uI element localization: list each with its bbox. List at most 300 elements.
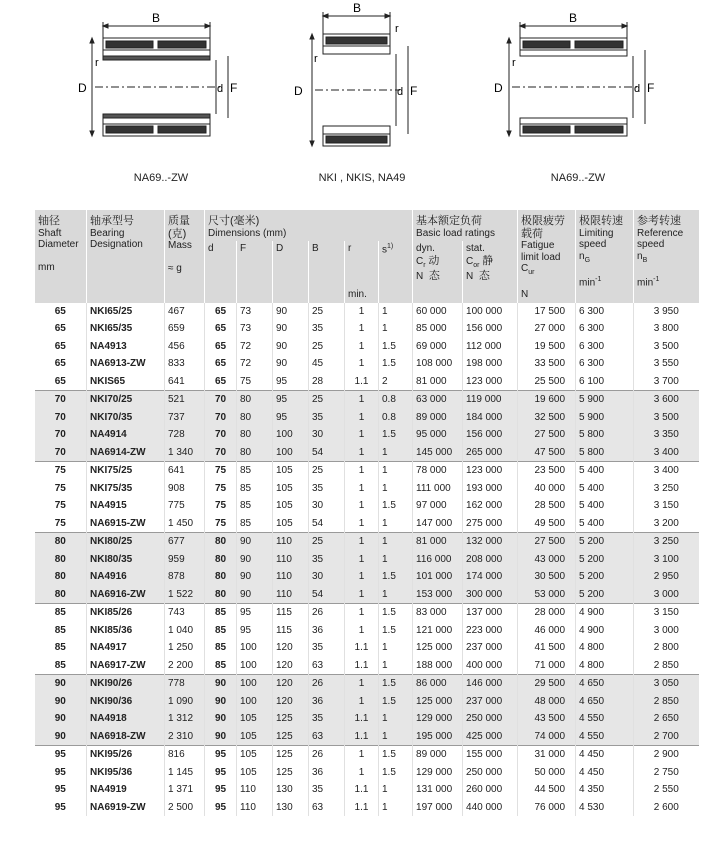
table-cell: 54: [309, 586, 345, 604]
table-cell: 147 000: [413, 515, 463, 533]
table-cell: 123 000: [463, 462, 518, 480]
table-header: [35, 210, 699, 303]
table-cell: 1: [345, 551, 379, 569]
table-cell: 50 000: [518, 764, 576, 782]
table-cell: 25: [309, 338, 345, 356]
table-cell: 1: [345, 515, 379, 533]
table-cell: 1: [379, 586, 413, 604]
table-cell: 26: [309, 746, 345, 764]
table-cell: 89 000: [413, 409, 463, 427]
table-row: [35, 657, 699, 675]
table-cell: 3 050: [634, 675, 699, 693]
table-cell: 112 000: [463, 338, 518, 356]
drawing-caption-1: NA69..-ZW: [133, 172, 189, 184]
header-dim-outer-d: D: [273, 241, 309, 303]
table-cell: 1: [379, 303, 413, 321]
table-cell: NKI70/25: [87, 391, 165, 409]
table-cell: 1: [345, 586, 379, 604]
table-cell: 35: [309, 781, 345, 799]
table-row: [35, 675, 699, 693]
table-cell: 1: [345, 409, 379, 427]
table-cell: 63: [309, 728, 345, 746]
table-cell: 30: [309, 497, 345, 515]
table-cell: NKI65/25: [87, 303, 165, 321]
table-cell: 456: [165, 338, 205, 356]
table-cell: 95: [273, 391, 309, 409]
table-cell: 3 400: [634, 462, 699, 480]
table-cell: 153 000: [413, 586, 463, 604]
table-cell: 125: [273, 746, 309, 764]
table-cell: 2 750: [634, 764, 699, 782]
table-row: [35, 622, 699, 640]
table-cell: 1: [379, 320, 413, 338]
table-cell: 105: [237, 764, 273, 782]
table-cell: 1: [379, 657, 413, 675]
table-cell: 65: [54, 358, 66, 370]
table-cell: 110: [273, 533, 309, 551]
table-cell: 3 500: [634, 338, 699, 356]
table-cell: 65: [205, 338, 237, 356]
table-cell: NA6917-ZW: [87, 657, 165, 675]
table-cell: 1: [379, 533, 413, 551]
table-cell: 2 310: [165, 728, 205, 746]
table-cell: 100 000: [463, 303, 518, 321]
table-cell: 195 000: [413, 728, 463, 746]
table-cell: 4 550: [576, 710, 634, 728]
table-cell: 197 000: [413, 799, 463, 817]
header-dim-r: r min.: [345, 241, 379, 303]
table-cell: 95: [54, 801, 66, 813]
table-cell: 0.8: [379, 391, 413, 409]
table-cell: 1: [345, 693, 379, 711]
header-dim-s: $s^{1)}$: [379, 241, 413, 303]
table-cell: 3 500: [634, 409, 699, 427]
table-cell: 85: [237, 462, 273, 480]
table-cell: 743: [165, 604, 205, 622]
table-cell: 728: [165, 426, 205, 444]
label-d-inner: d: [634, 83, 641, 95]
table-cell: NA6918-ZW: [87, 728, 165, 746]
table-cell: 19 600: [518, 391, 576, 409]
table-cell: 1.5: [379, 355, 413, 373]
table-cell: 6 300: [576, 303, 634, 321]
table-cell: 85: [205, 604, 237, 622]
label-b: B: [568, 11, 578, 25]
table-row: [35, 710, 699, 728]
table-cell: 4 900: [576, 622, 634, 640]
technical-drawings: [0, 0, 706, 195]
table-cell: 105: [273, 480, 309, 498]
table-cell: 3 000: [634, 586, 699, 604]
table-cell: 3 250: [634, 480, 699, 498]
table-cell: 75: [54, 482, 66, 494]
table-cell: 85: [237, 497, 273, 515]
table-cell: 110: [237, 799, 273, 817]
label-r: r: [95, 57, 99, 69]
table-cell: 95: [205, 764, 237, 782]
table-cell: 95: [237, 604, 273, 622]
table-cell: 90: [237, 586, 273, 604]
table-cell: 5 800: [576, 426, 634, 444]
table-cell: 5 200: [576, 586, 634, 604]
table-cell: 85: [205, 639, 237, 657]
table-cell: NKI85/26: [87, 604, 165, 622]
table-cell: 260 000: [463, 781, 518, 799]
table-cell: 275 000: [463, 515, 518, 533]
header-load-dynamic: dyn. $C_r$ 动 N 态: [413, 241, 463, 303]
table-cell: NA4919: [87, 781, 165, 799]
table-cell: 1.1: [345, 799, 379, 817]
table-cell: 90: [273, 355, 309, 373]
table-cell: 2 850: [634, 693, 699, 711]
table-cell: 95: [205, 781, 237, 799]
table-cell: 1.1: [345, 781, 379, 799]
table-cell: 1 371: [165, 781, 205, 799]
table-cell: 1.5: [379, 497, 413, 515]
drawing-caption-3: NA69..-ZW: [550, 172, 606, 184]
table-cell: 5 400: [576, 515, 634, 533]
table-row: [35, 303, 699, 321]
table-cell: 1.5: [379, 568, 413, 586]
table-cell: 1 090: [165, 693, 205, 711]
table-cell: 1: [345, 426, 379, 444]
table-cell: 80: [205, 586, 237, 604]
table-cell: 440 000: [463, 799, 518, 817]
table-cell: 75: [237, 373, 273, 391]
table-cell: 816: [165, 746, 205, 764]
table-cell: 85: [54, 642, 66, 654]
table-cell: 26: [309, 604, 345, 622]
table-cell: NA4915: [87, 497, 165, 515]
table-cell: 90: [35, 710, 87, 728]
table-cell: 3 800: [634, 320, 699, 338]
table-cell: 300 000: [463, 586, 518, 604]
table-cell: 130: [273, 799, 309, 817]
table-cell: 85: [54, 659, 66, 671]
table-cell: 19 500: [518, 338, 576, 356]
table-cell: 156 000: [463, 426, 518, 444]
table-cell: 97 000: [413, 497, 463, 515]
table-row: [35, 515, 699, 533]
table-cell: 80: [237, 391, 273, 409]
table-row: [35, 728, 699, 746]
table-cell: 1: [345, 303, 379, 321]
table-cell: 4 900: [576, 604, 634, 622]
table-cell: 75: [205, 497, 237, 515]
table-cell: 1.1: [345, 710, 379, 728]
table-cell: 100: [237, 693, 273, 711]
table-cell: 100: [237, 639, 273, 657]
table-cell: NA6914-ZW: [87, 444, 165, 462]
table-cell: 35: [309, 480, 345, 498]
table-cell: 80: [35, 586, 87, 604]
table-cell: 95: [35, 746, 87, 764]
table-cell: 32 500: [518, 409, 576, 427]
table-cell: 115: [273, 622, 309, 640]
table-cell: 1: [345, 622, 379, 640]
table-cell: 146 000: [463, 675, 518, 693]
table-cell: 65: [205, 320, 237, 338]
table-cell: 131 000: [413, 781, 463, 799]
table-cell: 36: [309, 622, 345, 640]
table-cell: 69 000: [413, 338, 463, 356]
table-cell: 5 900: [576, 409, 634, 427]
table-cell: 70: [35, 426, 87, 444]
table-body: [35, 303, 699, 817]
table-cell: 1 450: [165, 515, 205, 533]
table-cell: 1.5: [379, 426, 413, 444]
table-cell: 162 000: [463, 497, 518, 515]
table-cell: 125: [273, 764, 309, 782]
table-cell: 265 000: [463, 444, 518, 462]
table-cell: 33 500: [518, 355, 576, 373]
table-cell: 95: [273, 409, 309, 427]
table-cell: 1: [379, 781, 413, 799]
table-cell: 3 600: [634, 391, 699, 409]
header-mass: 质量 (克) Mass ≈ g: [165, 210, 205, 303]
table-cell: 25: [309, 533, 345, 551]
table-cell: 5 400: [576, 480, 634, 498]
table-cell: 80: [205, 568, 237, 586]
table-cell: 130: [273, 781, 309, 799]
bearing-drawing-na69-zw-right: [490, 8, 670, 158]
table-cell: 1: [345, 338, 379, 356]
table-row: [35, 373, 699, 391]
table-cell: 40 000: [518, 480, 576, 498]
table-row: [35, 320, 699, 338]
table-cell: 137 000: [463, 604, 518, 622]
table-row: [35, 568, 699, 586]
table-cell: 1.5: [379, 746, 413, 764]
table-cell: 4 650: [576, 693, 634, 711]
table-cell: 1.1: [345, 728, 379, 746]
table-cell: 80: [237, 444, 273, 462]
table-cell: 775: [165, 497, 205, 515]
table-cell: 2 850: [634, 657, 699, 675]
table-cell: 1 040: [165, 622, 205, 640]
table-cell: 125 000: [413, 639, 463, 657]
table-row: [35, 409, 699, 427]
table-cell: 90: [205, 675, 237, 693]
table-cell: NKI95/26: [87, 746, 165, 764]
table-row: [35, 444, 699, 462]
table-cell: 400 000: [463, 657, 518, 675]
table-cell: NA4917: [87, 639, 165, 657]
table-row: [35, 746, 699, 764]
table-cell: 90: [237, 551, 273, 569]
table-cell: 2 500: [165, 799, 205, 817]
table-cell: 27 000: [518, 320, 576, 338]
label-f: F: [230, 81, 238, 95]
table-cell: 28 500: [518, 497, 576, 515]
table-row: [35, 462, 699, 480]
label-d-inner: d: [397, 86, 404, 98]
table-cell: 90: [237, 533, 273, 551]
table-cell: 677: [165, 533, 205, 551]
table-cell: 778: [165, 675, 205, 693]
table-cell: 63: [309, 657, 345, 675]
table-row: [35, 604, 699, 622]
table-cell: 74 000: [518, 728, 576, 746]
table-cell: 75: [54, 500, 66, 512]
table-cell: 49 500: [518, 515, 576, 533]
table-cell: NA4916: [87, 568, 165, 586]
table-cell: 90: [205, 710, 237, 728]
table-cell: 1: [345, 604, 379, 622]
table-cell: 65: [54, 340, 66, 352]
table-cell: 41 500: [518, 639, 576, 657]
table-cell: 85: [35, 604, 87, 622]
table-cell: 1.5: [379, 604, 413, 622]
table-cell: 1: [345, 462, 379, 480]
table-row: [35, 551, 699, 569]
table-cell: 100: [237, 657, 273, 675]
label-r-side: r: [314, 53, 318, 65]
table-cell: 1: [345, 497, 379, 515]
table-row: [35, 764, 699, 782]
table-cell: 25: [309, 462, 345, 480]
table-cell: 120: [273, 693, 309, 711]
table-cell: 80: [35, 568, 87, 586]
header-dimensions: 尺寸(毫米) Dimensions (mm): [205, 210, 413, 241]
table-cell: NKI90/36: [87, 693, 165, 711]
table-cell: 3 150: [634, 497, 699, 515]
table-cell: 188 000: [413, 657, 463, 675]
table-cell: 44 500: [518, 781, 576, 799]
table-cell: 75: [205, 462, 237, 480]
header-dim-b: B: [309, 241, 345, 303]
table-cell: 100: [273, 426, 309, 444]
table-cell: 54: [309, 515, 345, 533]
table-cell: 65: [205, 373, 237, 391]
table-cell: 89 000: [413, 746, 463, 764]
table-cell: 3 950: [634, 303, 699, 321]
table-cell: NKIS65: [87, 373, 165, 391]
header-fatigue: 极限疲劳 载荷 Fatigue limit load $C_{ur}$ N: [518, 210, 576, 303]
drawing-caption-2: NKI , NKIS, NA49: [318, 172, 406, 184]
table-cell: 70: [35, 391, 87, 409]
table-cell: 29 500: [518, 675, 576, 693]
table-cell: 3 150: [634, 604, 699, 622]
table-cell: 65: [54, 305, 66, 317]
table-cell: 30: [309, 568, 345, 586]
table-cell: 125: [273, 710, 309, 728]
table-cell: 100: [273, 444, 309, 462]
table-row: [35, 799, 699, 817]
table-cell: 2 650: [634, 710, 699, 728]
table-cell: 5 200: [576, 551, 634, 569]
header-load-static: stat. $C_{or}$ 静 N 态: [463, 241, 518, 303]
table-cell: NKI75/25: [87, 462, 165, 480]
table-cell: 83 000: [413, 604, 463, 622]
table-cell: 70: [35, 444, 87, 462]
table-cell: 28 000: [518, 604, 576, 622]
table-cell: 0.8: [379, 409, 413, 427]
table-cell: 120: [273, 639, 309, 657]
table-cell: 467: [165, 303, 205, 321]
table-cell: 35: [309, 320, 345, 338]
table-cell: 116 000: [413, 551, 463, 569]
table-cell: 90: [205, 693, 237, 711]
table-cell: 35: [309, 409, 345, 427]
table-cell: NA6915-ZW: [87, 515, 165, 533]
table-cell: 1.1: [345, 657, 379, 675]
table-cell: 425 000: [463, 728, 518, 746]
table-cell: 1: [379, 444, 413, 462]
table-cell: 1 250: [165, 639, 205, 657]
table-cell: 48 000: [518, 693, 576, 711]
table-cell: 63: [309, 799, 345, 817]
table-row: [35, 639, 699, 657]
label-r: r: [512, 57, 516, 69]
table-cell: 75: [205, 480, 237, 498]
bearing-drawing-na69-zw-left: [70, 8, 250, 158]
table-cell: 110: [273, 586, 309, 604]
table-cell: 35: [309, 639, 345, 657]
table-cell: 129 000: [413, 764, 463, 782]
table-cell: 208 000: [463, 551, 518, 569]
table-cell: NKI75/35: [87, 480, 165, 498]
table-cell: 1: [345, 764, 379, 782]
table-cell: NA4913: [87, 338, 165, 356]
table-cell: 70: [205, 426, 237, 444]
table-cell: 2 600: [634, 799, 699, 817]
table-cell: NA6919-ZW: [87, 799, 165, 817]
table-cell: 119 000: [463, 391, 518, 409]
table-row: [35, 781, 699, 799]
table-cell: 110: [273, 568, 309, 586]
table-cell: 1: [345, 391, 379, 409]
bearing-spec-table: [34, 210, 699, 816]
table-cell: 125: [273, 728, 309, 746]
table-cell: 250 000: [463, 764, 518, 782]
table-cell: 110: [273, 551, 309, 569]
table-cell: 115: [273, 604, 309, 622]
table-cell: 1: [379, 480, 413, 498]
table-cell: 71 000: [518, 657, 576, 675]
table-cell: 70: [205, 391, 237, 409]
table-cell: 184 000: [463, 409, 518, 427]
table-cell: NA6916-ZW: [87, 586, 165, 604]
label-d-outer: D: [78, 81, 87, 95]
table-cell: 4 530: [576, 799, 634, 817]
header-shaft: 轴径 Shaft Diameter mm: [35, 210, 87, 303]
table-cell: 45: [309, 355, 345, 373]
table-cell: 198 000: [463, 355, 518, 373]
table-cell: 105: [273, 462, 309, 480]
table-cell: 27 500: [518, 533, 576, 551]
table-cell: 1: [379, 710, 413, 728]
table-cell: 4 650: [576, 675, 634, 693]
table-cell: 1.1: [345, 639, 379, 657]
table-cell: NKI95/36: [87, 764, 165, 782]
table-cell: 120: [273, 675, 309, 693]
table-row: [35, 338, 699, 356]
table-cell: 36: [309, 693, 345, 711]
table-cell: 108 000: [413, 355, 463, 373]
table-cell: 2: [379, 373, 413, 391]
table-cell: 31 000: [518, 746, 576, 764]
table-cell: 110: [237, 781, 273, 799]
table-cell: 80: [35, 551, 87, 569]
table-cell: 70: [205, 444, 237, 462]
table-cell: 85: [205, 622, 237, 640]
table-cell: 1: [379, 639, 413, 657]
table-cell: NKI65/35: [87, 320, 165, 338]
table-cell: 80: [205, 533, 237, 551]
table-cell: 1: [345, 480, 379, 498]
label-d-inner: d: [217, 83, 224, 95]
